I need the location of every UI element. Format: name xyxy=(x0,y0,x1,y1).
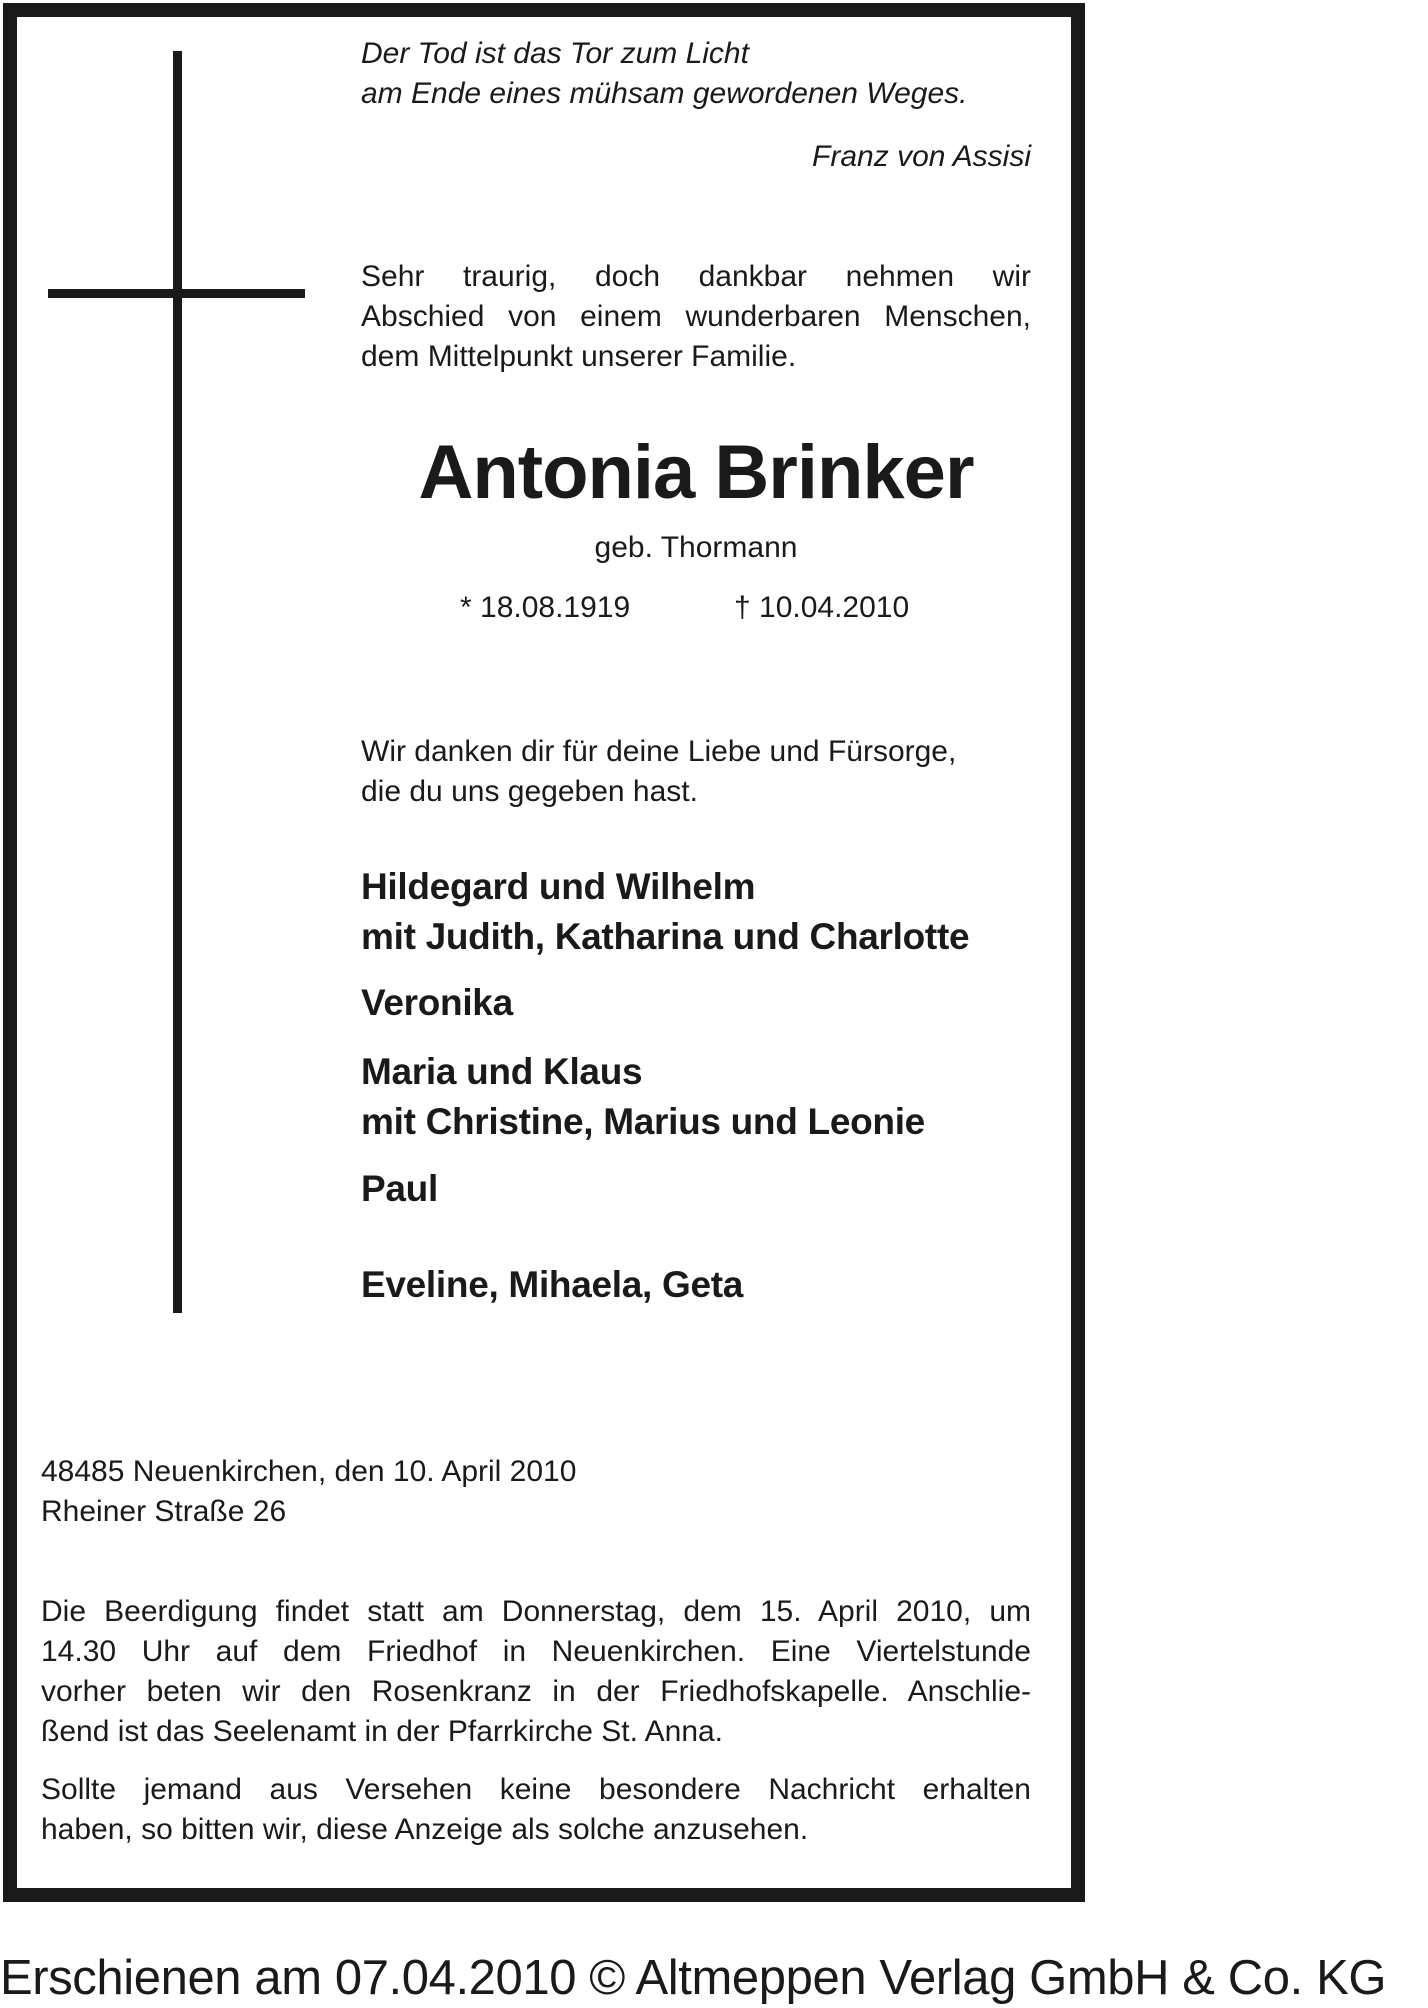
quote-line: am Ende eines mühsam gewordenen Weges. xyxy=(361,77,968,110)
notice-line: Sollte jemand aus Versehen keine besondere Nachricht erhalten xyxy=(41,1773,1031,1806)
cross-icon-horizontal-bar xyxy=(48,289,305,298)
address-line: 48485 Neuenkirchen, den 10. April 2010 xyxy=(41,1455,577,1488)
funeral-line: ßend ist das Seelenamt in der Pfarrkirche St. Anna. xyxy=(41,1715,724,1748)
intro-line: dem Mittelpunkt unserer Familie. xyxy=(361,340,797,373)
quote-line: Der Tod ist das Tor zum Licht xyxy=(361,37,749,70)
funeral-info xyxy=(41,1592,1031,1752)
thanks-line: die du uns gegeben hast. xyxy=(361,775,698,808)
publication-footer: Erschienen am 07.04.2010 © Altmeppen Verlag GmbH & Co. KG xyxy=(0,1951,1387,2005)
address-block xyxy=(41,1452,576,1532)
thanks-text xyxy=(361,732,1031,812)
death-date: † 10.04.2010 xyxy=(734,591,910,624)
notice-text xyxy=(41,1770,1031,1850)
family-member-line: mit Judith, Katharina und Charlotte xyxy=(361,916,970,957)
deceased-name: Antonia Brinker xyxy=(418,430,974,515)
family-member-line: Maria und Klaus xyxy=(361,1051,643,1092)
maiden-name: geb. Thormann xyxy=(594,531,798,564)
thanks-line: Wir danken dir für deine Liebe und Fürsorge, xyxy=(361,735,957,768)
intro-line: Sehr traurig, doch dankbar nehmen wir xyxy=(361,260,1031,293)
funeral-line: Die Beerdigung findet statt am Donnerstag, dem 15. April 2010, um xyxy=(41,1595,1031,1628)
funeral-line: vorher beten wir den Rosenkranz in der Friedhofskapelle. Anschlie- xyxy=(41,1675,1031,1708)
funeral-line: 14.30 Uhr auf dem Friedhof in Neuenkirchen. Eine Viertelstunde xyxy=(41,1635,1031,1668)
intro-text xyxy=(361,257,1031,377)
family-member-line: Paul xyxy=(361,1168,438,1209)
family-member-line: Veronika xyxy=(361,982,513,1023)
quote-author: Franz von Assisi xyxy=(812,140,1031,173)
notice-line: haben, so bitten wir, diese Anzeige als solche anzusehen. xyxy=(41,1813,809,1846)
address-line: Rheiner Straße 26 xyxy=(41,1495,287,1528)
quote-block xyxy=(361,34,1031,177)
cross-icon-vertical-bar xyxy=(173,51,182,1313)
intro-line: Abschied von einem wunderbaren Menschen, xyxy=(361,300,1031,333)
birth-date: * 18.08.1919 xyxy=(460,591,631,624)
family-member-line: Hildegard und Wilhelm xyxy=(361,866,756,907)
family-member-line: Eveline, Mihaela, Geta xyxy=(361,1264,744,1305)
family-member-line: mit Christine, Marius und Leonie xyxy=(361,1101,925,1142)
